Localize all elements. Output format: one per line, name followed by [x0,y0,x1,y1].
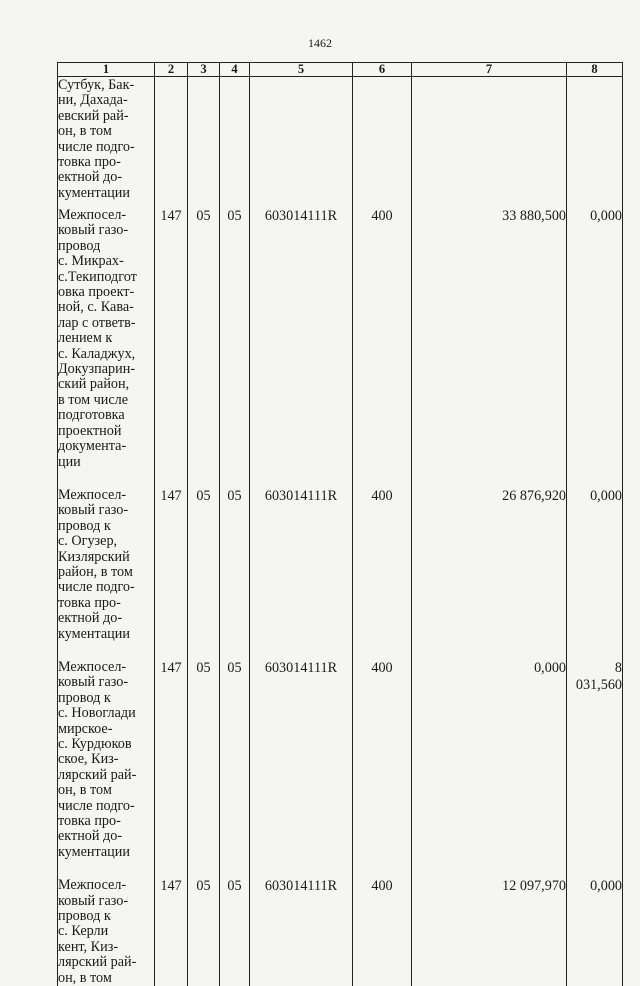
cell-col2: 147 [155,660,188,860]
column-header: 5 [250,63,353,77]
object-name-cell: Сутбук, Бак- ни, Дахада- евский рай- он, в том числе подго- товка про- ектной до- кументации [58,77,155,209]
column-header: 2 [155,63,188,77]
table-row [58,77,623,209]
cell-col3: 05 [188,208,220,470]
cell-col6: 400 [353,660,412,860]
table-row [58,878,623,986]
cell-col5: 603014111R [250,208,353,470]
cell-col5: 603014111R [250,488,353,642]
cell-col2: 147 [155,208,188,470]
table-row [58,488,623,642]
object-name-cell: Межпосел- ковый газо- провод к с. Новоглади мирское- с. Курдюков ское, Киз- лярский рай- он, в том числе подго- товка про- ектной до- кументации [58,660,155,860]
row-spacer [58,860,623,878]
cell-col7: 33 880,500 [412,208,567,470]
cell-col8: 0,000 [567,878,623,986]
header-row [58,63,623,77]
table-row [58,208,623,470]
column-header: 6 [353,63,412,77]
cell-col6: 400 [353,208,412,470]
object-name-cell: Межпосел- ковый газо- провод к с. Огузер, Кизлярский район, в том числе подго- товка про- ектной до- кументации [58,488,155,642]
cell-col7: 0,000 [412,660,567,860]
cell-col4: 05 [220,488,250,642]
object-name-cell: Межпосел- ковый газо- провод с. Микрах- с.Текиподгот овка проект- ной, с. Кава- лар с ответв- лением к с. Каладжух, Докузпарин- ский район, в том числе подготовка проектной документа- ции [58,208,155,470]
cell-col3 [188,77,220,209]
cell-col2: 147 [155,878,188,986]
budget-table [57,62,623,986]
column-header: 8 [567,63,623,77]
cell-col7: 12 097,970 [412,878,567,986]
cell-col8: 0,000 [567,208,623,470]
table-row [58,660,623,860]
cell-col7 [412,77,567,209]
column-header: 4 [220,63,250,77]
column-header: 3 [188,63,220,77]
cell-col5: 603014111R [250,878,353,986]
cell-col5: 603014111R [250,660,353,860]
cell-col3: 05 [188,488,220,642]
row-spacer [58,642,623,660]
cell-col6: 400 [353,488,412,642]
cell-col3: 05 [188,660,220,860]
cell-col2: 147 [155,488,188,642]
cell-col6 [353,77,412,209]
cell-col7: 26 876,920 [412,488,567,642]
column-header: 1 [58,63,155,77]
cell-col4: 05 [220,660,250,860]
cell-col4: 05 [220,208,250,470]
column-header: 7 [412,63,567,77]
cell-col5 [250,77,353,209]
cell-col8: 0,000 [567,488,623,642]
object-name-cell: Межпосел- ковый газо- провод к с. Керли кент, Киз- лярский рай- он, в том [58,878,155,986]
page-number: 1462 [308,36,332,50]
cell-col4 [220,77,250,209]
cell-col8: 8 031,560 [567,660,623,860]
cell-col3: 05 [188,878,220,986]
cell-col6: 400 [353,878,412,986]
cell-col8 [567,77,623,209]
cell-col2 [155,77,188,209]
cell-col4: 05 [220,878,250,986]
row-spacer [58,470,623,488]
